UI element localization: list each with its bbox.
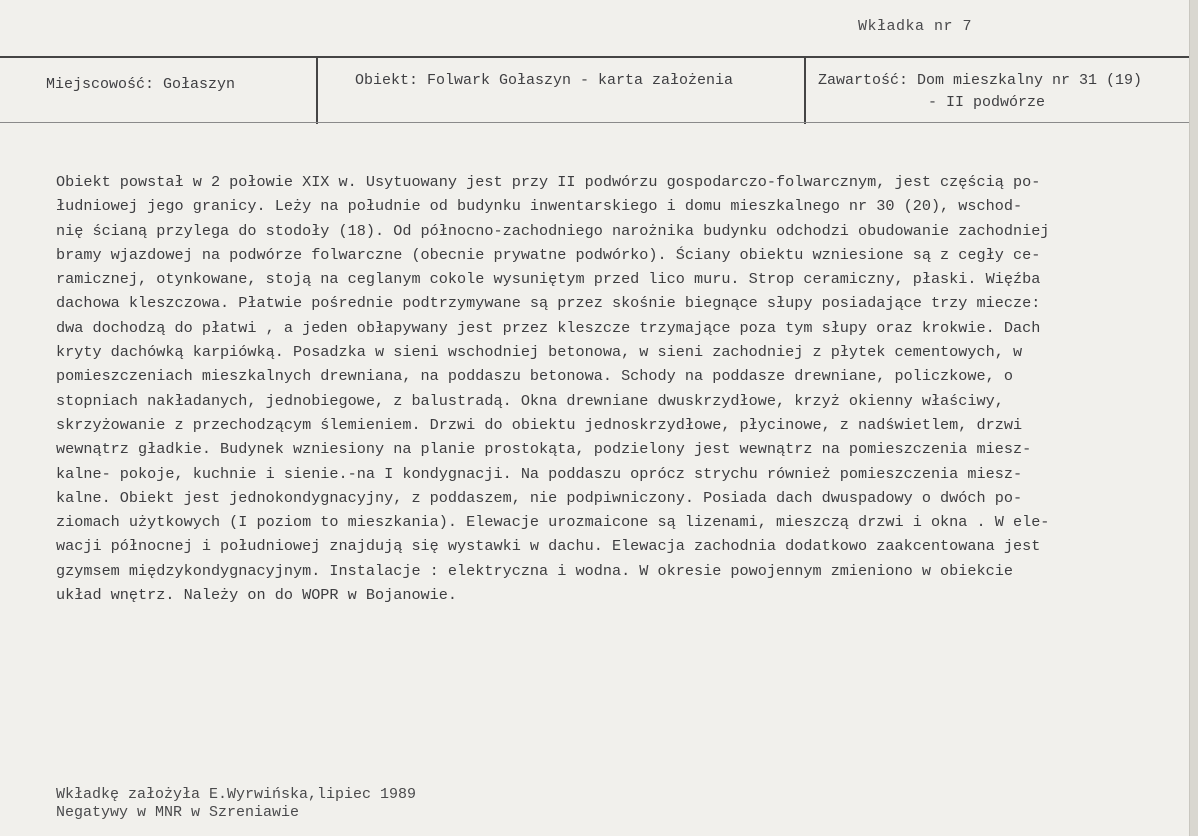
description-line: kalne- pokoje, kuchnie i sienie.-na I kondygnacji. Na poddaszu oprócz strychu również pomieszczenia miesz-	[56, 464, 1023, 483]
object-field: Obiekt: Folwark Gołaszyn - karta założenia	[355, 72, 734, 89]
description-line: wacji północnej i południowej znajdują się wystawki w dachu. Elewacja zachodnia dodatkowo zaakcentowana jest	[56, 537, 1041, 556]
contents-field	[818, 70, 1142, 114]
header-top-rule	[0, 56, 1190, 58]
description-line: wewnątrz gładkie. Budynek wzniesiony na planie prostokąta, podzielony jest wewnątrz na pomieszczenia miesz-	[56, 440, 1032, 459]
contents-line-2: - II podwórze	[928, 94, 1046, 111]
negatives-note: Negatywy w MNR w Szreniawie	[56, 804, 300, 821]
description-line: pomieszczeniach mieszkalnych drewniana, na poddaszu betonowa. Schody na poddasze drewniane, policzkowe, o	[56, 367, 1013, 386]
header-divider-2	[804, 56, 806, 124]
description-line: ziomach użytkowych (I poziom to mieszkania). Elewacje urozmaicone są lizenami, mieszczą drzwi i okna . W ele-	[56, 513, 1050, 532]
description-line: skrzyżowanie z przechodzącym ślemieniem. Drzwi do obiektu jednoskrzydłowe, płycinowe, z nadświetlem, drzwi	[56, 415, 1023, 434]
description-line: dwa dochodzą do płatwi , a jeden obłapywany jest przez kleszcze trzymające poza tym słupy oraz krokwie. Dach	[56, 318, 1041, 337]
description-text	[56, 170, 1156, 607]
card-footer	[56, 786, 416, 822]
author-note: Wkładkę założyła E.Wyrwińska,lipiec 1989	[56, 786, 417, 803]
description-line: kalne. Obiekt jest jednokondygnacyjny, z poddaszem, nie podpiwniczony. Posiada dach dwuspadowy o dwóch po-	[56, 488, 1023, 507]
description-line: ramicznej, otynkowane, stoją na ceglanym cokole wysuniętym przed lico muru. Strop ceramiczny, płaski. Więźba	[56, 270, 1041, 289]
description-line: nię ścianą przylega do stodoły (18). Od północno-zachodniego narożnika budynku odchodzi obudowanie zachodniej	[56, 221, 1050, 240]
card-edge	[1189, 0, 1198, 836]
description-line: gzymsem międzykondygnacyjnym. Instalacje : elektryczna i wodna. W okresie powojennym zmieniono w obiekcie	[56, 561, 1013, 580]
header-divider-1	[316, 56, 318, 124]
description-line: stopniach nakładanych, jednobiegowe, z balustradą. Okna drewniane dwuskrzydłowe, krzyż okienny właściwy,	[56, 391, 1004, 410]
header-bottom-rule	[0, 122, 1190, 123]
description-line: układ wnętrz. Należy on do WOPR w Bojanowie.	[56, 586, 458, 605]
insert-number: Wkładka nr 7	[858, 18, 973, 35]
contents-line-1: Zawartość: Dom mieszkalny nr 31 (19)	[818, 72, 1143, 89]
description-line: kryty dachówką karpiówką. Posadzka w sieni wschodniej betonowa, w sieni zachodniej z płytek cementowych, w	[56, 343, 1023, 362]
description-line: Obiekt powstał w 2 połowie XIX w. Usytuowany jest przy II podwórzu gospodarczo-folwarcznym, jest częścią po-	[56, 173, 1041, 191]
description-line: bramy wjazdowej na podwórze folwarczne (obecnie prywatne podwórko). Ściany obiektu wzniesione są z cegły ce-	[56, 245, 1041, 264]
description-line: dachowa kleszczowa. Płatwie pośrednie podtrzymywane są przez skośnie biegnące słupy posiadające trzy miecze:	[56, 294, 1041, 313]
description-line: łudniowej jego granicy. Leży na południe od budynku inwentarskiego i domu mieszkalnego nr 30 (20), wschod-	[56, 197, 1023, 216]
place-field: Miejscowość: Gołaszyn	[46, 76, 236, 93]
